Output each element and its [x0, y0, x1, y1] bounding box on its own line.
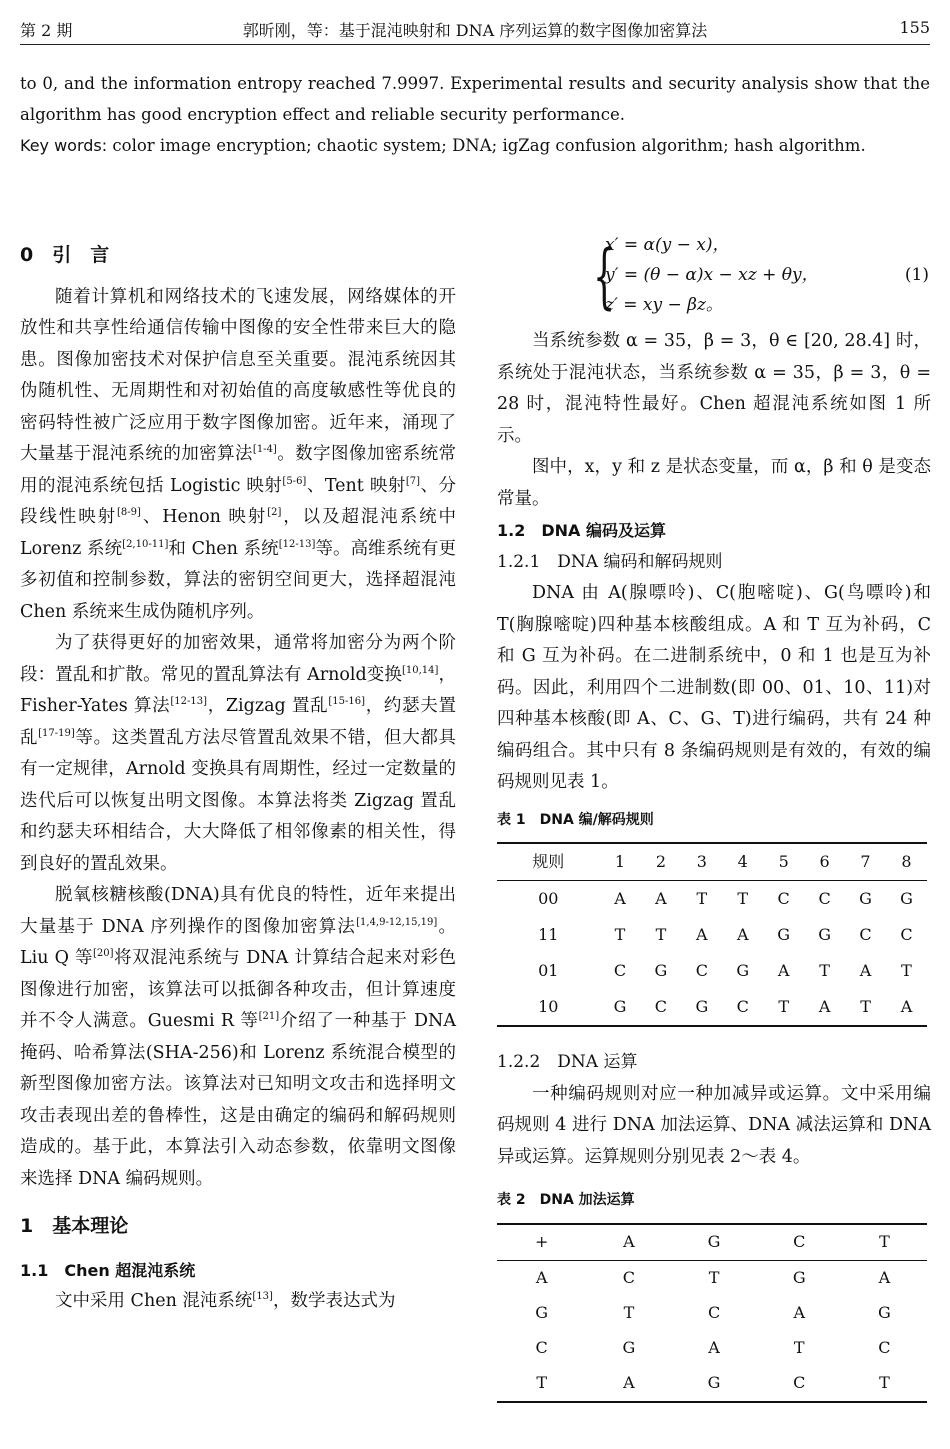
table-cell: T	[623, 1303, 635, 1323]
table-cell: G	[654, 961, 668, 981]
variables-paragraph: 图中，x，y 和 z 是状态变量，而 α，β 和 θ 是变态常量。	[497, 457, 931, 509]
table-cell: T	[737, 889, 749, 909]
table-2-caption: 表 2 DNA 加法运算	[497, 1192, 635, 1208]
table-cell: C	[777, 889, 790, 909]
table-cell: A	[900, 997, 913, 1017]
table-cell: C	[622, 1268, 636, 1288]
table-cell: G	[707, 1373, 721, 1393]
table-cell: A	[818, 997, 831, 1017]
chen-intro-paragraph: 文中采用 Chen 混沌系统[13]，数学表达式为	[55, 1291, 396, 1311]
table-header-cell: 8	[901, 852, 912, 872]
table-header-cell: A	[623, 1232, 635, 1252]
table-header-cell: 6	[819, 852, 830, 872]
issue-number: 第 2 期	[20, 21, 73, 40]
keywords-line	[20, 130, 930, 161]
citation: [2,10-11]	[122, 538, 169, 550]
table-row	[497, 1366, 927, 1402]
table-cell: A	[535, 1268, 548, 1288]
table-header-cell: 2	[655, 852, 666, 872]
table-cell: T	[708, 1268, 720, 1288]
table-cell: T	[860, 997, 871, 1017]
table-cell: G	[878, 1303, 891, 1323]
citation: [20]	[93, 948, 114, 960]
abstract-tail: to 0, and the information entropy reached 7.9997. Experimental results and security analysis show that the algorithm has good encryption effect and reliable security performance.	[20, 74, 930, 124]
table-header-cell: 规则	[532, 852, 565, 872]
section-1-1-heading: 1.1 Chen 超混沌系统	[20, 1260, 196, 1280]
table-cell: A	[614, 889, 626, 909]
table-header-cell: 5	[778, 852, 789, 872]
table-cell: G	[777, 925, 791, 945]
table-cell: G	[859, 889, 872, 909]
table-header-cell: 3	[696, 852, 707, 872]
dna-coding-paragraph: DNA 由 A(腺嘌呤)、C(胞嘧啶)、G(鸟嘌呤)和 T(胸腺嘧啶)四种基本核酸组成。A 和 T 互为补码，C 和 G 互为补码。在二进制系统中，0 和 1 也是互为补码。因此，利用四个二进制数(即 00、01、10、11)对四种基本核酸(即 A、C、G、T)进行编码，共有 24 种编码组合。其中只有 8 条编码规则是有效的，有效的编码规则见表 1。	[497, 583, 931, 792]
table-header-cell: 1	[614, 852, 626, 872]
table-cell: C	[613, 961, 627, 981]
section-1-2-2-heading: 1.2.2 DNA 运算	[497, 1052, 638, 1072]
table-cell: C	[900, 925, 913, 945]
citation: [7]	[405, 475, 421, 487]
table-2-dna-addition	[497, 1223, 927, 1403]
table-cell: T	[793, 1338, 805, 1358]
citation: [15-16]	[328, 696, 366, 708]
left-column	[20, 230, 456, 1318]
table-cell: T	[879, 1373, 890, 1393]
intro-paragraph-1: 随着计算机和网络技术的飞速发展，网络媒体的开放性和共享性给通信传输中图像的安全性带来巨大的隐患。图像加密技术对保护信息至关重要。混沌系统因其伪随机性、无周期性和对初始值的高度敏感性等优良的密码特性被广泛应用于数字图像加密。近年来，涌现了大量基于混沌系统的加密算法[1-4]。数字图像加密系统常用的混沌系统包括 Logistic 映射[5-6]、Tent 映射[7]、分段线性映射[8-9]、Henon 映射[2]，以及超混沌系统中 Lorenz 系统[2,10-11]和 Chen 系统[12-13]等。高维系统有更多初值和控制参数，算法的密钥空间更大，选择超混沌 Chen 系统来生成伪随机序列。	[20, 286, 457, 622]
table-cell: T	[901, 961, 912, 981]
section-1-2-1-heading: 1.2.1 DNA 编码和解码规则	[497, 551, 723, 572]
table-cell: A	[736, 925, 749, 945]
equation-number: (1)	[904, 265, 929, 285]
table-cell: 01	[538, 961, 559, 981]
table-cell: T	[536, 1373, 547, 1393]
table-cell: T	[696, 889, 708, 909]
table-cell: G	[736, 961, 750, 981]
table-cell: 11	[538, 925, 559, 945]
equation-line: z′ = xy − βz。	[605, 295, 723, 315]
table-cell: C	[654, 997, 668, 1017]
table-row	[497, 917, 927, 953]
citation: [1,4,9-12,15,19]	[356, 916, 438, 928]
table-header-cell: 4	[737, 852, 748, 872]
keywords-label: Key words:	[20, 136, 108, 155]
table-cell: G	[695, 997, 709, 1017]
table-cell: C	[859, 925, 872, 945]
table-cell: T	[778, 997, 790, 1017]
table-cell: G	[613, 997, 627, 1017]
section-0-heading: 0 引 言	[20, 244, 110, 266]
table-cell: G	[622, 1338, 636, 1358]
table-cell: C	[818, 889, 831, 909]
table-cell: A	[793, 1303, 805, 1323]
dna-ops-paragraph: 一种编码规则对应一种加减异或运算。文中采用编码规则 4 进行 DNA 加法运算、DNA 减法运算和 DNA 异或运算。运算规则分别见表 2～表 4。	[497, 1083, 931, 1167]
table-1-caption: 表 1 DNA 编/解码规则	[497, 811, 654, 828]
table-header-cell: C	[793, 1232, 806, 1252]
table-cell: C	[793, 1373, 806, 1393]
table-cell: C	[878, 1338, 891, 1358]
table-1-dna-rules	[497, 842, 927, 1027]
citation: [10,14]	[401, 664, 439, 676]
params-paragraph: 当系统参数 α = 35，β = 3，θ ∈ [20, 28.4] 时，系统处于混沌状态，当系统参数 α = 35，β = 3，θ = 28 时，混沌特性最好。Chen 超混沌系统如图 1 所示。	[497, 331, 931, 446]
citation: [8-9]	[117, 507, 141, 519]
table-cell: G	[900, 889, 913, 909]
page-number: 155	[899, 18, 930, 37]
section-1-2-heading: 1.2 DNA 编码及运算	[497, 521, 666, 540]
table-row	[497, 953, 927, 989]
table-cell: C	[535, 1338, 548, 1358]
table-cell: G	[818, 925, 831, 945]
abstract-section	[20, 68, 930, 161]
table-row	[497, 1331, 927, 1366]
intro-paragraph-3: 脱氧核糖核酸(DNA)具有优良的特性，近年来提出大量基于 DNA 序列操作的图像加密算法[1,4,9-12,15,19]。Liu Q 等[20]将双混沌系统与 DNA 计算结合起来对彩色图像进行加密，该算法可以抵御各种攻击，但计算速度并不令人满意。Guesmi R 等[21]介绍了一种基于 DNA 掩码、哈希算法(SHA-256)和 Lorenz 系统混合模型的新型图像加密方法。该算法对已知明文攻击和选择明文攻击表现出差的鲁棒性，这是由确定的编码和解码规则造成的。基于此，本算法引入动态参数，依靠明文图像来选择 DNA 编码规则。	[20, 885, 457, 1189]
table-cell: G	[792, 1268, 806, 1288]
table-cell: C	[695, 961, 708, 981]
table-header-cell: G	[707, 1232, 721, 1252]
table-cell: T	[819, 961, 830, 981]
table-row	[497, 989, 927, 1026]
right-column	[497, 230, 931, 1403]
running-title: 郭昕刚，等：基于混沌映射和 DNA 序列运算的数字图像加密算法	[242, 21, 708, 40]
table-header-cell: 7	[860, 852, 871, 872]
table-cell: A	[708, 1338, 720, 1358]
table-cell: 10	[538, 997, 559, 1017]
table-header-cell: T	[879, 1232, 890, 1252]
table-cell: C	[707, 1303, 721, 1323]
table-row	[497, 1296, 927, 1331]
intro-paragraph-2: 为了获得更好的加密效果，通常将加密分为两个阶段：置乱和扩散。常见的置乱算法有 Arnold变换[10,14]，Fisher-Yates 算法[12-13]，Zigzag 置乱[15-16]，约瑟夫置乱[17-19]等。这类置乱方法尽管置乱效果不错，但大都具有一定规律，Arnold 变换具有周期性，经过一定数量的迭代后可以恢复出明文图像。本算法将类 Zigzag 置乱和约瑟夫环相结合，大大降低了相邻像素的相关性，得到良好的置乱效果。	[20, 633, 457, 874]
equation-line: y′ = (θ − α)x − xz + θy，	[605, 265, 819, 285]
keywords-text: color image encryption; chaotic system; DNA; igZag confusion algorithm; hash algorithm.	[112, 136, 866, 155]
table-row	[497, 1260, 927, 1296]
citation: [12-13]	[278, 538, 316, 550]
section-1-heading: 1 基本理论	[20, 1215, 129, 1237]
citation: [12-13]	[170, 696, 207, 708]
table-row	[497, 881, 927, 918]
equation-brace: {	[593, 235, 616, 317]
table-cell: A	[655, 889, 667, 909]
table-cell: A	[878, 1268, 891, 1288]
equation-1	[593, 230, 931, 326]
running-header	[20, 14, 930, 45]
table-cell: T	[614, 925, 626, 945]
table-cell: A	[696, 925, 708, 945]
table-cell: C	[736, 997, 749, 1017]
citation: [17-19]	[38, 727, 75, 739]
table-cell: G	[535, 1303, 549, 1323]
citation: [13]	[252, 1291, 273, 1303]
citation: [5-6]	[282, 475, 307, 487]
table-cell: T	[655, 925, 667, 945]
equation-line: x′ = α(y − x)，	[605, 235, 730, 255]
table-cell: A	[623, 1373, 635, 1393]
citation: [1-4]	[252, 444, 277, 456]
table-cell: 00	[538, 889, 559, 909]
citation: [21]	[258, 1011, 280, 1023]
table-cell: A	[777, 961, 790, 981]
table-header-cell: +	[534, 1232, 549, 1252]
citation: [2]	[267, 507, 282, 519]
table-cell: A	[859, 961, 872, 981]
